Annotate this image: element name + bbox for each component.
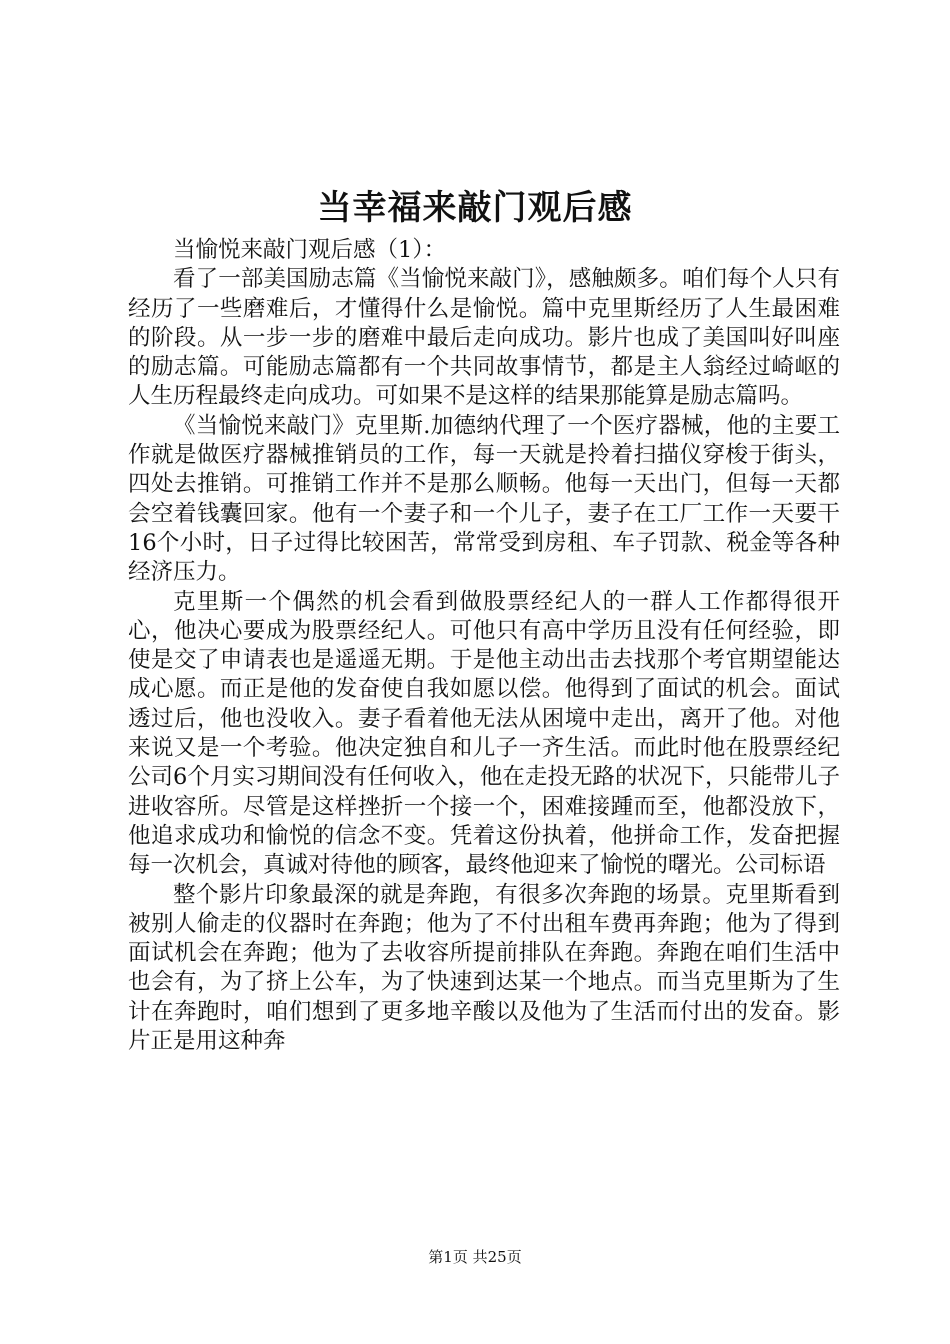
paragraph: 整个影片印象最深的就是奔跑，有很多次奔跑的场景。克里斯看到被别人偷走的仪器时在奔跑；他为了不付出租车费再奔跑；他为了得到面试机会在奔跑；他为了去收容所提前排队在奔跑。奔跑在咱们生活中也会有，为了挤上公车，为了快速到达某一个地点。而当克里斯为了生计在奔跑时，咱们想到了更多地辛酸以及他为了生活而付出的发奋。影片正是用这种奔 [128, 881, 840, 1055]
document-body [128, 236, 840, 1056]
page-footer: 第1页 共25页 [428, 1248, 522, 1266]
paragraph: 克里斯一个偶然的机会看到做股票经纪人的一群人工作都得很开心，他决心要成为股票经纪人。可他只有高中学历且没有任何经验，即使是交了申请表也是遥遥无期。于是他主动出击去找那个考官期望能达成心愿。而正是他的发奋使自我如愿以偿。他得到了面试的机会。面试透过后，他也没收入。妻子看着他无法从困境中走出，离开了他。对他来说又是一个考验。他决定独自和儿子一齐生活。而此时他在股票经纪公司6个月实习期间没有任何收入，他在走投无路的状况下，只能带儿子进收容所。尽管是这样挫折一个接一个，困难接踵而至，他都没放下，他追求成功和愉悦的信念不变。凭着这份执着，他拼命工作，发奋把握每一次机会，真诚对待他的顾客，最终他迎来了愉悦的曙光。公司标语 [128, 588, 840, 879]
paragraph: 当愉悦来敲门观后感（1）： [173, 237, 447, 263]
document-title: 当幸福来敲门观后感 [317, 188, 633, 228]
paragraph: 看了一部美国励志篇《当愉悦来敲门》，感触颇多。咱们每个人只有经历了一些磨难后，才懂得什么是愉悦。篇中克里斯经历了人生最困难的阶段。从一步一步的磨难中最后走向成功。影片也成了美国叫好叫座的励志篇。可能励志篇都有一个共同故事情节，都是主人翁经过崎岖的人生历程最终走向成功。可如果不是这样的结果那能算是励志篇吗。 [128, 266, 840, 410]
paragraph: 《当愉悦来敲门》克里斯.加德纳代理了一个医疗器械，他的主要工作就是做医疗器械推销员的工作，每一天就是拎着扫描仪穿梭于街头，四处去推销。可推销工作并不是那么顺畅。他每一天出门，但每一天都会空着钱囊回家。他有一个妻子和一个儿子，妻子在工厂工作一天要干16个小时，日子过得比较困苦，常常受到房租、车子罚款、税金等各种经济压力。 [128, 412, 840, 586]
